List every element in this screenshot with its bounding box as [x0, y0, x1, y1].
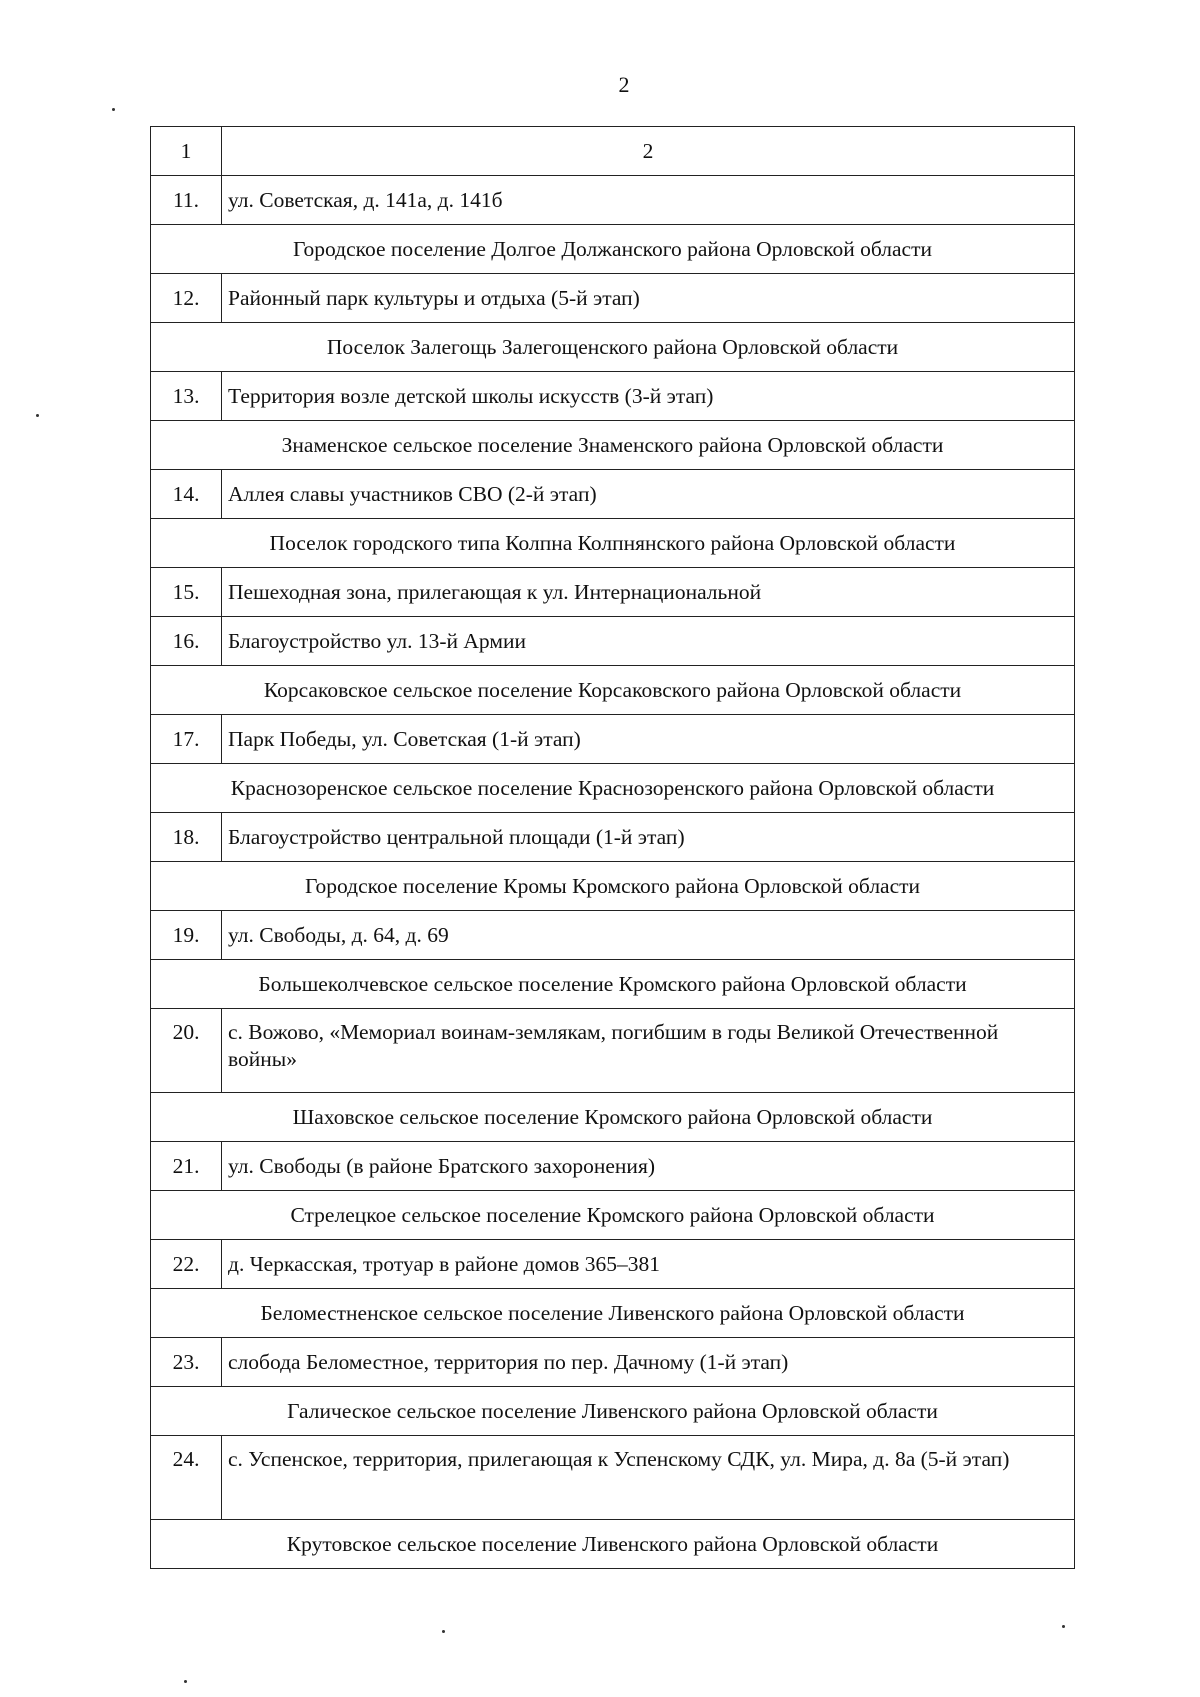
row-text: Аллея славы участников СВО (2-й этап): [222, 470, 1075, 519]
objects-table: [150, 126, 1075, 1569]
table-row: [151, 274, 1075, 323]
group-heading: Стрелецкое сельское поселение Кромского района Орловской области: [151, 1191, 1075, 1240]
group-heading: Крутовское сельское поселение Ливенского района Орловской области: [151, 1520, 1075, 1569]
row-text: Благоустройство центральной площади (1-й этап): [222, 813, 1075, 862]
row-number: 17.: [151, 715, 222, 764]
row-text: ул. Советская, д. 141а, д. 141б: [222, 176, 1075, 225]
row-text: с. Вожово, «Мемориал воинам-землякам, погибшим в годы Великой Отечественной войны»: [222, 1009, 1075, 1093]
row-number: 19.: [151, 911, 222, 960]
table-row: [151, 1009, 1075, 1093]
group-row: [151, 666, 1075, 715]
group-row: [151, 764, 1075, 813]
scan-speck: [36, 414, 39, 417]
row-number: 23.: [151, 1338, 222, 1387]
group-heading: Краснозоренское сельское поселение Краснозоренского района Орловской области: [151, 764, 1075, 813]
row-number: 14.: [151, 470, 222, 519]
row-text: Благоустройство ул. 13-й Армии: [222, 617, 1075, 666]
page-number: 2: [618, 72, 630, 97]
row-number: 18.: [151, 813, 222, 862]
row-number: 13.: [151, 372, 222, 421]
scan-speck: [442, 1630, 445, 1633]
table-row: [151, 176, 1075, 225]
group-heading: Городское поселение Долгое Должанского района Орловской области: [151, 225, 1075, 274]
row-number: 22.: [151, 1240, 222, 1289]
group-heading: Поселок Залегощь Залегощенского района Орловской области: [151, 323, 1075, 372]
group-heading: Корсаковское сельское поселение Корсаковского района Орловской области: [151, 666, 1075, 715]
group-row: [151, 1093, 1075, 1142]
group-row: [151, 1387, 1075, 1436]
group-heading: Шаховское сельское поселение Кромского района Орловской области: [151, 1093, 1075, 1142]
row-number: 11.: [151, 176, 222, 225]
group-row: [151, 225, 1075, 274]
table-row: [151, 1436, 1075, 1520]
scan-speck: [1062, 1625, 1065, 1628]
row-number: 15.: [151, 568, 222, 617]
table-row: [151, 372, 1075, 421]
table-row: [151, 1142, 1075, 1191]
row-number: 16.: [151, 617, 222, 666]
group-row: [151, 1520, 1075, 1569]
header-col-1: 1: [151, 127, 222, 176]
table-row: [151, 617, 1075, 666]
row-text: ул. Свободы, д. 64, д. 69: [222, 911, 1075, 960]
row-number: 12.: [151, 274, 222, 323]
row-text: Парк Победы, ул. Советская (1-й этап): [222, 715, 1075, 764]
group-row: [151, 960, 1075, 1009]
table-row: [151, 1338, 1075, 1387]
table-row: [151, 813, 1075, 862]
table-row: [151, 568, 1075, 617]
row-number: 20.: [151, 1009, 222, 1093]
table-row: [151, 470, 1075, 519]
row-text: слобода Беломестное, территория по пер. Дачному (1-й этап): [222, 1338, 1075, 1387]
group-heading: Беломестненское сельское поселение Ливенского района Орловской области: [151, 1289, 1075, 1338]
table-row: [151, 715, 1075, 764]
row-text: ул. Свободы (в районе Братского захоронения): [222, 1142, 1075, 1191]
table-row: [151, 1240, 1075, 1289]
header-col-2: 2: [222, 127, 1075, 176]
group-heading: Городское поселение Кромы Кромского района Орловской области: [151, 862, 1075, 911]
group-row: [151, 519, 1075, 568]
group-row: [151, 1289, 1075, 1338]
table-row: [151, 911, 1075, 960]
group-row: [151, 323, 1075, 372]
group-heading: Поселок городского типа Колпна Колпнянского района Орловской области: [151, 519, 1075, 568]
group-heading: Знаменское сельское поселение Знаменского района Орловской области: [151, 421, 1075, 470]
row-number: 21.: [151, 1142, 222, 1191]
group-row: [151, 421, 1075, 470]
group-heading: Большеколчевское сельское поселение Кромского района Орловской области: [151, 960, 1075, 1009]
row-text: с. Успенское, территория, прилегающая к Успенскому СДК, ул. Мира, д. 8а (5-й этап): [222, 1436, 1075, 1520]
row-text: Районный парк культуры и отдыха (5-й этап): [222, 274, 1075, 323]
row-text: д. Черкасская, тротуар в районе домов 365–381: [222, 1240, 1075, 1289]
group-heading: Галическое сельское поселение Ливенского района Орловской области: [151, 1387, 1075, 1436]
row-number: 24.: [151, 1436, 222, 1520]
row-text: Пешеходная зона, прилегающая к ул. Интернациональной: [222, 568, 1075, 617]
group-row: [151, 1191, 1075, 1240]
group-row: [151, 862, 1075, 911]
scan-speck: [112, 108, 115, 111]
table-header-row: [151, 127, 1075, 176]
scan-speck: [184, 1680, 187, 1683]
row-text: Территория возле детской школы искусств (3-й этап): [222, 372, 1075, 421]
